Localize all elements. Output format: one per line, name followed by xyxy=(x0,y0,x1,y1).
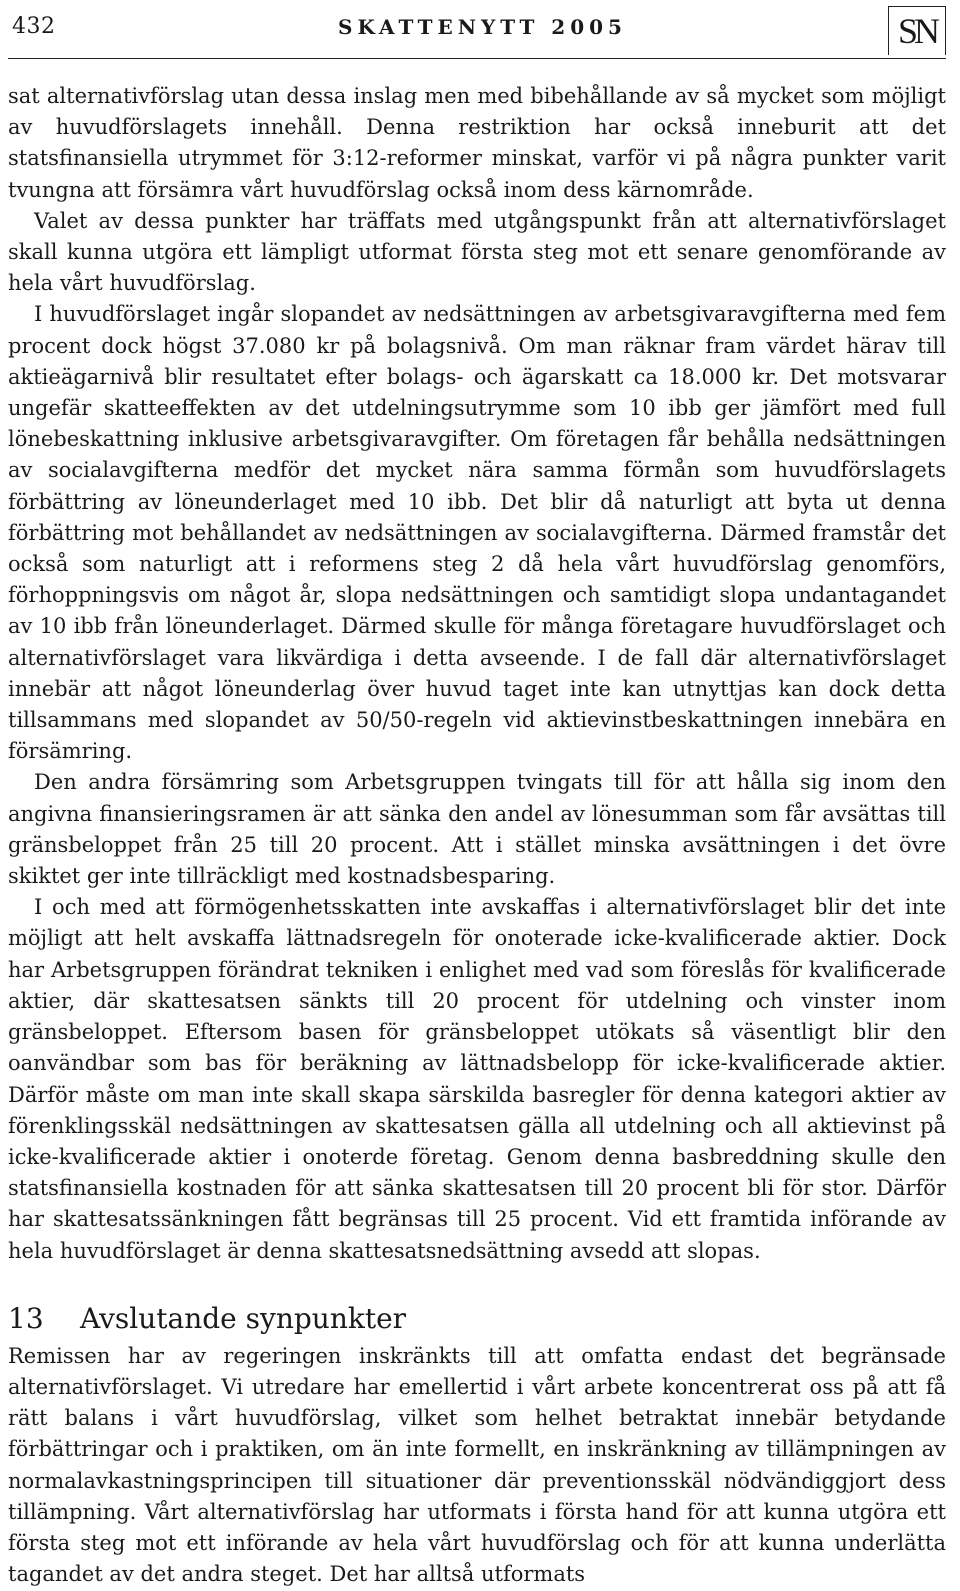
journal-title: SKATTENYTT 2005 xyxy=(338,15,627,39)
page-number: 432 xyxy=(12,14,56,39)
sn-logo-icon: SN xyxy=(888,6,946,55)
section-heading xyxy=(8,1301,946,1337)
article-body xyxy=(8,81,946,1590)
paragraph: Valet av dessa punkter har träffats med utgångspunkt från att alternativförslaget skall kunna utgöra ett lämpligt utformat första steg mot ett senare genomförande av hela vårt huvudförslag. xyxy=(8,208,946,296)
paragraph: I huvudförslaget ingår slopandet av nedsättningen av arbetsgivaravgifterna med fem procent dock högst 37.080 kr på bolagsnivå. Om man räknar fram värdet härav till aktieägarnivå blir resultatet efter bolags- och ägarskatt ca 18.000 kr. Det motsvarar ungefär skatteeffekten av det utdelningsutrymme som 10 ibb ger jämfört med full lönebeskattning inklusive arbetsgivaravgifter. Om företagen får behålla nedsättningen av socialavgifterna medför det mycket nära samma förmån som huvudförslagets förbättring av löneunderlaget med 10 ibb. Det blir då naturligt att byta ut denna förbättring mot behållandet av nedsättningen av socialavgifterna. Därmed framstår det också som naturligt att i reformens steg 2 då hela vårt huvudförslag genomförs, förhoppningsvis om något år, slopa nedsättningen och samtidigt slopa undantagandet av 10 ibb från löneunderlaget. Därmed skulle för många företagare huvudförslaget och alternativförslaget vara likvärdiga i detta avseende. I de fall där alternativförslaget innebär att något löneunderlag över huvud taget inte kan utnyttjas kan dock detta tillsammans med slopandet av 50/50-regeln vid aktievinstbeskattningen innebära en försämring. xyxy=(8,302,946,764)
paragraph: Den andra försämring som Arbetsgruppen tvingats till för att hålla sig inom den angivna finansieringsramen är att sänka den andel av lönesumman som får avsättas till gränsbeloppet från 25 till 20 procent. Att i stället minska avsättningen i det övre skiktet ger inte tillräckligt med kostnadsbesparing. xyxy=(8,770,946,889)
section-number: 13 xyxy=(8,1301,44,1335)
section-title: Avslutande synpunkter xyxy=(80,1301,407,1335)
paragraph: Remissen har av regeringen inskränkts till att omfatta endast det begränsade alternativförslaget. Vi utredare har emellertid i vårt arbete koncentrerat oss på att få rätt balans i vårt huvudförslag, vilket som helhet betraktat innebär betydande förbättringar och i praktiken, om än inte formellt, en inskränkning av tillämpningen av normalavkastningsprincipen till situationer där preventionsskäl nödvändiggjort dess tillämpning. Vårt alternativförslag har utformats i första hand för att kunna utgöra ett första steg mot ett införande av hela vårt huvudförslag och för att kunna underlätta tagandet av det andra steget. Det har alltså utformats xyxy=(8,1343,946,1587)
paragraph-continued: sat alternativförslag utan dessa inslag men med bibehållande av så mycket som möjligt av huvudförslagets innehåll. Denna restriktion har också inneburit att det statsfinansiella utrymmet för 3:12-reformer minskat, varför vi på några punkter varit tvungna att försämra vårt huvudförslag också inom dess kärnområde. xyxy=(8,84,946,202)
running-header xyxy=(8,0,946,59)
paragraph: I och med att förmögenhetsskatten inte avskaffas i alternativförslaget blir det inte möjligt att helt avskaffa lättnadsregeln för onoterade icke-kvalificerade aktier. Dock har Arbetsgruppen förändrat tekniken i enlighet med vad som föreslås för kvalificerade aktier, där skattesatsen sänkts till 20 procent för utdelning och vinster inom gränsbeloppet. Eftersom basen för gränsbeloppet utökats så väsentligt blir den oanvändbar som bas för beräkning av lättnadsbelopp för icke-kvalificerade aktier. Därför måste om man inte skall skapa särskilda basregler för denna kategori aktier av förenklingsskäl nedsättningen av skattesatsen gälla all utdelning och all aktievinst på icke-kvalificerade aktier i onoterde företag. Genom denna basbreddning skulle den statsfinansiella kostnaden för att sänka skattesatsen till 20 procent bli för stor. Därför har skattesatssänkningen fått begränsas till 25 procent. Vid ett framtida införande av hela huvudförslaget är denna skattesatsnedsättning avsedd att slopas. xyxy=(8,895,946,1263)
